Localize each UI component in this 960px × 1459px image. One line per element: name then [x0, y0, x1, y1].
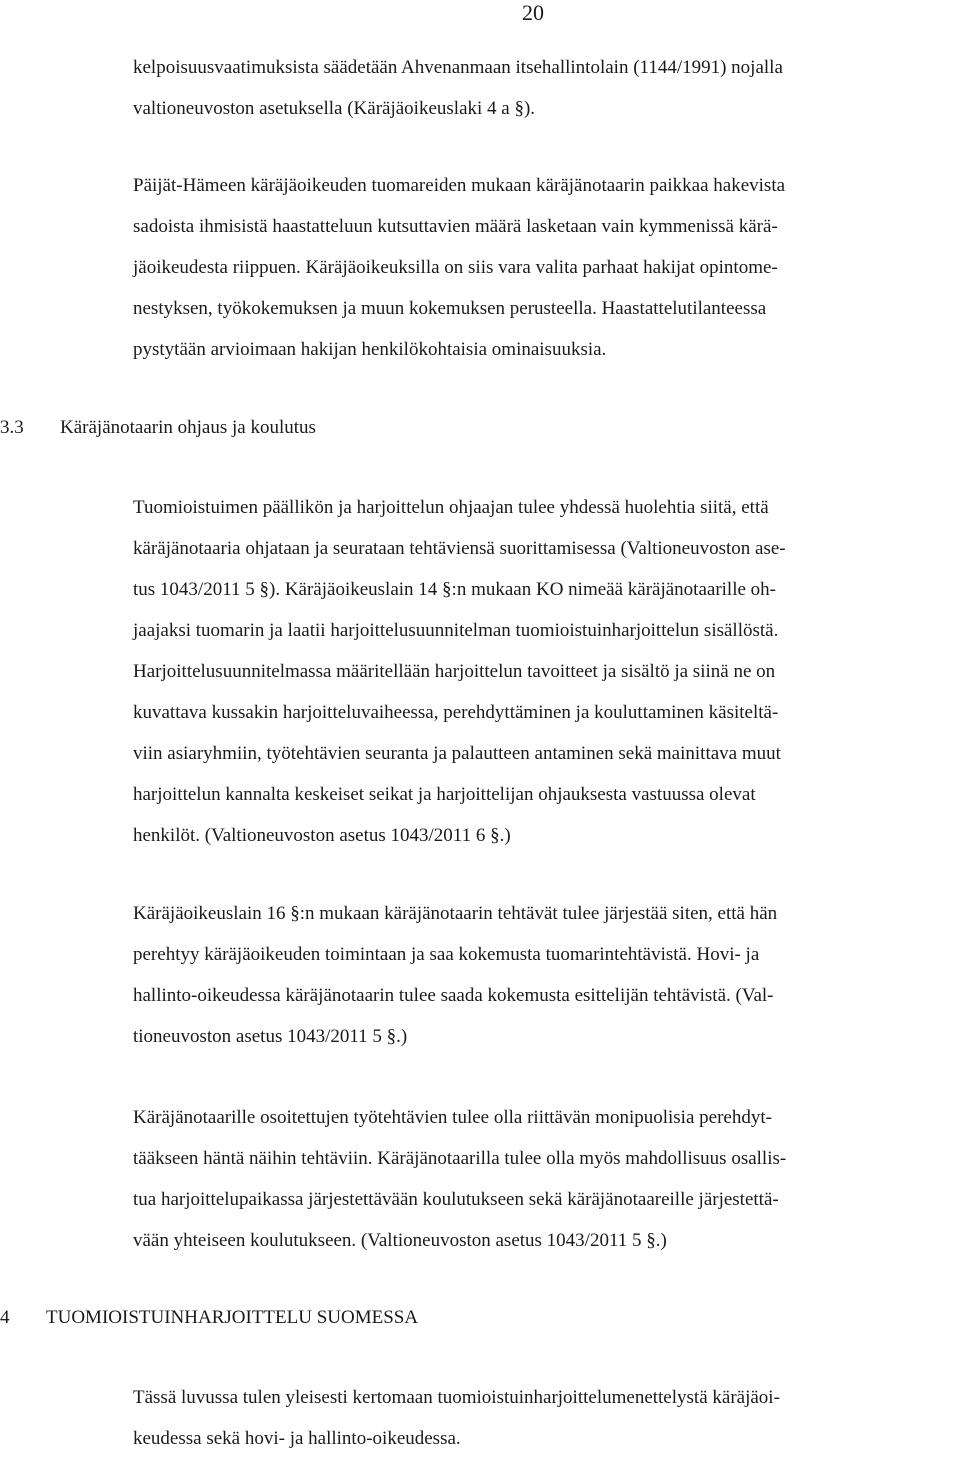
text-line: kuvattava kussakin harjoitteluvaiheessa, perehdyttäminen ja kouluttaminen käsiteltä- [133, 702, 779, 723]
text-line: harjoittelun kannalta keskeiset seikat ja harjoittelijan ohjauksesta vastuussa olevat [133, 784, 756, 805]
section-heading [0, 407, 316, 448]
paragraph [133, 165, 933, 370]
text-line: Käräjäoikeuslain 16 §:n mukaan käräjänotaarin tehtävät tulee järjestää siten, että hän [133, 903, 778, 924]
paragraph [133, 487, 933, 856]
text-line: valtioneuvoston asetuksella (Käräjäoikeuslaki 4 a §). [133, 98, 536, 119]
text-line: käräjänotaaria ohjataan ja seurataan tehtäviensä suorittamisessa (Valtioneuvoston ase- [133, 538, 786, 559]
text-line: tääkseen häntä näihin tehtäviin. Käräjänotaarilla tulee olla myös mahdollisuus osallis- [133, 1148, 787, 1169]
text-line: pystytään arvioimaan hakijan henkilökohtaisia ominaisuuksia. [133, 339, 607, 360]
text-line: henkilöt. (Valtioneuvoston asetus 1043/2011 6 §.) [133, 825, 511, 846]
text-line: hallinto-oikeudessa käräjänotaarin tulee saada kokemusta esittelijän tehtävistä. (Val- [133, 985, 774, 1006]
text-line: sadoista ihmisistä haastatteluun kutsuttavien määrä lasketaan vain kymmenissä kärä- [133, 216, 778, 237]
section-number: 3.3 [0, 417, 24, 438]
text-line: Tuomioistuimen päällikön ja harjoittelun ohjaajan tulee yhdessä huolehtia siitä, että [133, 497, 769, 518]
text-line: jaajaksi tuomarin ja laatii harjoittelusuunnitelman tuomioistuinharjoittelun sisällöstä. [133, 620, 779, 641]
paragraph [133, 1097, 933, 1261]
text-line: Päijät-Hämeen käräjäoikeuden tuomareiden mukaan käräjänotaarin paikkaa hakevista [133, 175, 786, 196]
text-line: tioneuvoston asetus 1043/2011 5 §.) [133, 1026, 408, 1047]
section-title: Käräjänotaarin ohjaus ja koulutus [60, 417, 316, 438]
text-line: tus 1043/2011 5 §). Käräjäoikeuslain 14 §:n mukaan KO nimeää käräjänotaarille oh- [133, 579, 776, 600]
text-line: viin asiaryhmiin, työtehtävien seuranta ja palautteen antaminen sekä mainittava muut [133, 743, 781, 764]
text-line: Harjoittelusuunnitelmassa määritellään harjoittelun tavoitteet ja sisältö ja siinä ne on [133, 661, 776, 682]
text-line: jäoikeudesta riippuen. Käräjäoikeuksilla on siis vara valita parhaat hakijat opintome- [133, 257, 778, 278]
text-line: Tässä luvussa tulen yleisesti kertomaan tuomioistuinharjoittelumenettelystä käräjäoi- [133, 1387, 780, 1408]
text-line: Käräjänotaarille osoitettujen työtehtävien tulee olla riittävän monipuolisia perehdyt- [133, 1107, 772, 1128]
text-line: nestyksen, työkokemuksen ja muun kokemuksen perusteella. Haastattelutilanteessa [133, 298, 767, 319]
text-line: keudessa sekä hovi- ja hallinto-oikeudessa. [133, 1428, 461, 1449]
text-line: vään yhteiseen koulutukseen. (Valtioneuvoston asetus 1043/2011 5 §.) [133, 1230, 667, 1251]
page-number: 20 [522, 0, 544, 25]
chapter-title: TUOMIOISTUINHARJOITTELU SUOMESSA [46, 1307, 419, 1328]
paragraph [133, 1377, 933, 1459]
paragraph [133, 47, 933, 129]
chapter-heading [0, 1297, 418, 1338]
text-line: perehtyy käräjäoikeuden toimintaan ja saa kokemusta tuomarintehtävistä. Hovi- ja [133, 944, 760, 965]
text-line: kelpoisuusvaatimuksista säädetään Ahvenanmaan itsehallintolain (1144/1991) nojalla [133, 57, 783, 78]
text-line: tua harjoittelupaikassa järjestettävään koulutukseen sekä käräjänotaareille järjestettä- [133, 1189, 779, 1210]
paragraph [133, 893, 933, 1057]
chapter-number: 4 [0, 1307, 10, 1328]
